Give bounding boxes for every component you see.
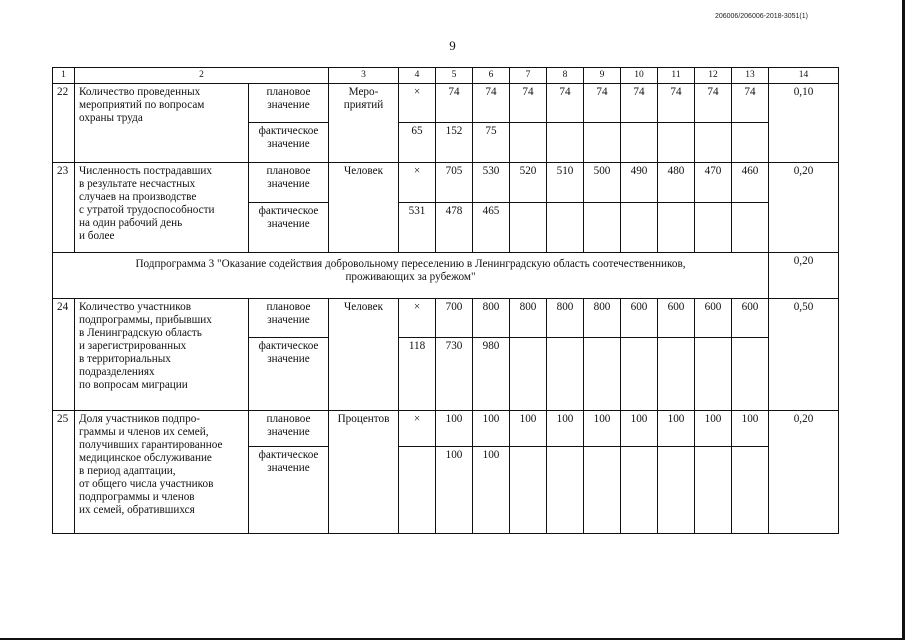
- subprogram-weight: 0,20: [769, 253, 839, 299]
- plan-value: 480: [658, 163, 695, 203]
- plan-value: 74: [436, 84, 473, 123]
- fact-value: [695, 447, 732, 534]
- indicator-name: Доля участников подпро- граммы и членов их семей, получивших гарантированное медицинское обслуживание в период адаптации, от общего числа участников подпрограммы и членов их семей, обратившихся: [75, 411, 249, 534]
- fact-value: [399, 447, 436, 534]
- plan-value: 600: [658, 299, 695, 338]
- unit: Человек: [329, 299, 399, 411]
- fact-value: [621, 338, 658, 411]
- row-number: 23: [53, 163, 75, 253]
- fact-value: 465: [473, 203, 510, 253]
- header-col-14: 14: [769, 68, 839, 84]
- fact-value: [621, 447, 658, 534]
- fact-value: [732, 203, 769, 253]
- fact-value: 100: [473, 447, 510, 534]
- row-number: 22: [53, 84, 75, 163]
- fact-value: [658, 123, 695, 163]
- plan-label: плановое значение: [249, 411, 329, 447]
- fact-value: [510, 123, 547, 163]
- header-col-11: 11: [658, 68, 695, 84]
- plan-value: 100: [695, 411, 732, 447]
- fact-value: [695, 338, 732, 411]
- fact-value: 980: [473, 338, 510, 411]
- fact-value: [584, 123, 621, 163]
- fact-value: [621, 203, 658, 253]
- weight-value: 0,20: [769, 163, 839, 253]
- plan-value: 510: [547, 163, 584, 203]
- plan-value: ×: [399, 411, 436, 447]
- unit: Человек: [329, 163, 399, 253]
- plan-value: 100: [436, 411, 473, 447]
- fact-value: 65: [399, 123, 436, 163]
- plan-value: 470: [695, 163, 732, 203]
- fact-label: фактическое значение: [249, 203, 329, 253]
- fact-value: [547, 203, 584, 253]
- fact-label: фактическое значение: [249, 123, 329, 163]
- plan-value: ×: [399, 163, 436, 203]
- plan-value: 700: [436, 299, 473, 338]
- table-row: [53, 411, 839, 447]
- fact-value: 152: [436, 123, 473, 163]
- plan-value: 800: [584, 299, 621, 338]
- fact-value: 100: [436, 447, 473, 534]
- subprogram-row: [53, 253, 839, 299]
- header-col-4: 4: [399, 68, 436, 84]
- header-col-5: 5: [436, 68, 473, 84]
- fact-value: 531: [399, 203, 436, 253]
- header-row: [53, 68, 839, 84]
- weight-value: 0,20: [769, 411, 839, 534]
- fact-value: [584, 447, 621, 534]
- plan-value: 600: [621, 299, 658, 338]
- plan-value: 100: [732, 411, 769, 447]
- plan-value: 74: [658, 84, 695, 123]
- header-col-8: 8: [547, 68, 584, 84]
- plan-value: 100: [547, 411, 584, 447]
- plan-label: плановое значение: [249, 299, 329, 338]
- fact-value: 118: [399, 338, 436, 411]
- indicator-name: Численность пострадавших в результате несчастных случаев на производстве с утратой трудоспособности на один рабочий день и более: [75, 163, 249, 253]
- header-col-1: 1: [53, 68, 75, 84]
- indicator-name: Количество проведенных мероприятий по вопросам охраны труда: [75, 84, 249, 163]
- weight-value: 0,10: [769, 84, 839, 163]
- indicators-table: [52, 67, 839, 534]
- header-col-3: 3: [329, 68, 399, 84]
- plan-value: 100: [584, 411, 621, 447]
- fact-value: [732, 123, 769, 163]
- fact-value: [732, 338, 769, 411]
- plan-value: 800: [510, 299, 547, 338]
- plan-label: плановое значение: [249, 84, 329, 123]
- row-number: 25: [53, 411, 75, 534]
- fact-value: [658, 447, 695, 534]
- plan-value: 100: [473, 411, 510, 447]
- plan-value: 460: [732, 163, 769, 203]
- document-id: 206006/206006-2018-3051(1): [714, 13, 808, 20]
- plan-value: ×: [399, 299, 436, 338]
- header-col-6: 6: [473, 68, 510, 84]
- fact-value: [695, 123, 732, 163]
- plan-value: 530: [473, 163, 510, 203]
- plan-value: 490: [621, 163, 658, 203]
- subprogram-title: Подпрограмма 3 "Оказание содействия добровольному переселению в Ленинградскую область соотечественников, проживающих за рубежом": [53, 253, 769, 299]
- fact-value: 75: [473, 123, 510, 163]
- plan-value: 74: [695, 84, 732, 123]
- page-number: 9: [449, 38, 456, 53]
- row-number: 24: [53, 299, 75, 411]
- plan-value: 600: [695, 299, 732, 338]
- plan-value: 800: [547, 299, 584, 338]
- header-col-12: 12: [695, 68, 732, 84]
- header-col-7: 7: [510, 68, 547, 84]
- plan-value: 800: [473, 299, 510, 338]
- header-col-2: 2: [75, 68, 329, 84]
- fact-value: [732, 447, 769, 534]
- plan-value: ×: [399, 84, 436, 123]
- fact-value: [510, 203, 547, 253]
- fact-value: [547, 123, 584, 163]
- fact-value: [695, 203, 732, 253]
- table-row: [53, 163, 839, 203]
- unit: Процентов: [329, 411, 399, 534]
- plan-value: 74: [473, 84, 510, 123]
- plan-value: 74: [621, 84, 658, 123]
- plan-value: 520: [510, 163, 547, 203]
- plan-value: 100: [510, 411, 547, 447]
- fact-label: фактическое значение: [249, 338, 329, 411]
- table-row: [53, 299, 839, 338]
- header-col-9: 9: [584, 68, 621, 84]
- header-col-10: 10: [621, 68, 658, 84]
- indicator-name: Количество участников подпрограммы, прибывших в Ленинградскую область и зарегистрированных в территориальных подразделениях по вопросам миграции: [75, 299, 249, 411]
- plan-value: 74: [547, 84, 584, 123]
- fact-value: [547, 447, 584, 534]
- plan-value: 74: [732, 84, 769, 123]
- header-col-13: 13: [732, 68, 769, 84]
- fact-value: [584, 203, 621, 253]
- table-row: [53, 84, 839, 123]
- plan-value: 74: [584, 84, 621, 123]
- unit: Меро- приятий: [329, 84, 399, 163]
- fact-value: 730: [436, 338, 473, 411]
- weight-value: 0,50: [769, 299, 839, 411]
- plan-value: 600: [732, 299, 769, 338]
- plan-value: 100: [658, 411, 695, 447]
- fact-value: 478: [436, 203, 473, 253]
- fact-value: [621, 123, 658, 163]
- fact-value: [510, 338, 547, 411]
- fact-value: [658, 203, 695, 253]
- fact-label: фактическое значение: [249, 447, 329, 534]
- fact-value: [547, 338, 584, 411]
- plan-value: 74: [510, 84, 547, 123]
- plan-value: 100: [621, 411, 658, 447]
- fact-value: [584, 338, 621, 411]
- plan-value: 500: [584, 163, 621, 203]
- fact-value: [658, 338, 695, 411]
- plan-value: 705: [436, 163, 473, 203]
- fact-value: [510, 447, 547, 534]
- plan-label: плановое значение: [249, 163, 329, 203]
